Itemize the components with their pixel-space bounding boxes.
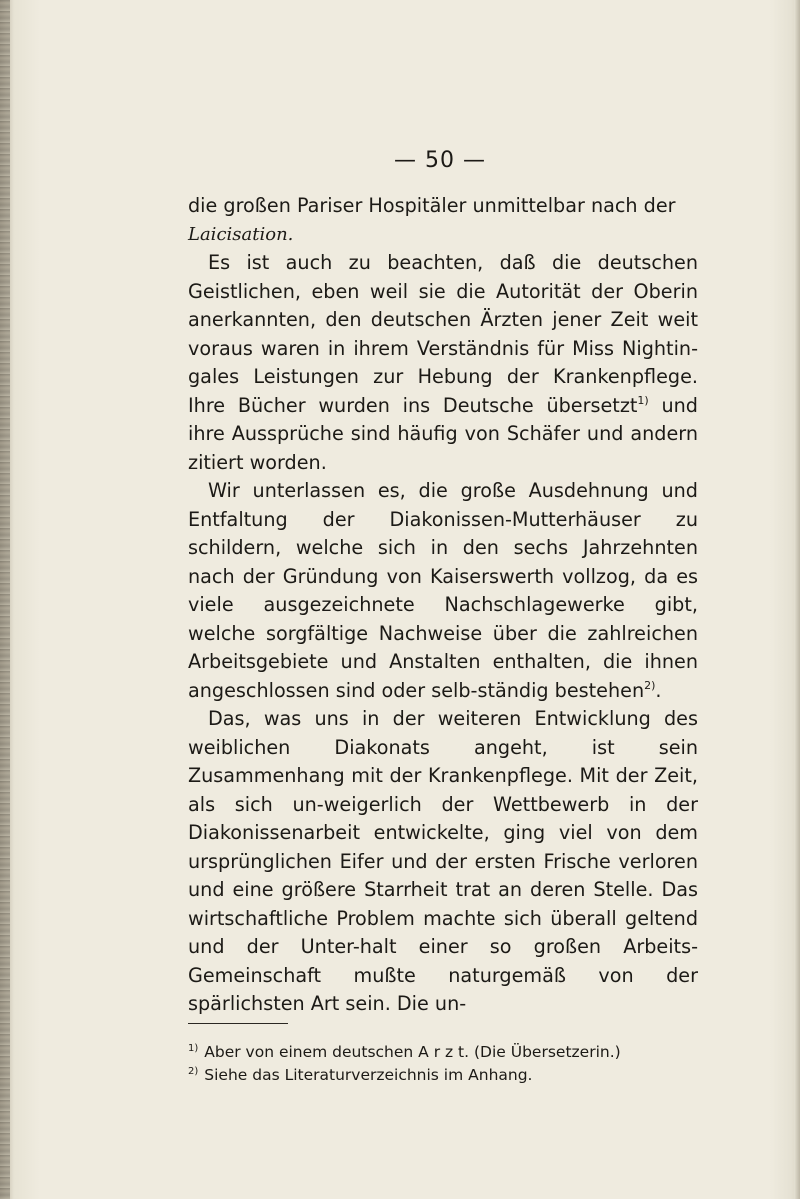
paragraph-3-text-cont: . [655,678,662,702]
paragraph-2-text: Es ist auch zu beachten, daß die deutschen Geistlichen, eben weil sie die Autorität der Oberin anerkannten, den deutschen Ärzten jener Zeit weit voraus waren in ihrem Verständnis für Miss Nightin-gales Leistungen zur Hebung der Krankenpflege. Ihre Bücher wurden ins Deutsche übersetzt [188,251,698,417]
paragraph-4-text: Das, was uns in der weiteren Entwicklung des weiblichen Diakonats angeht, ist sein Zusammenhang mit der Krankenpflege. Mit der Zeit, als sich un-weigerlich der Wettbewerb in der Diakonissenarbeit entwickelte, ging viel von dem ursprünglichen Eifer und der ersten Frische verloren und eine größere Starrheit trat an deren Stelle. Das wirtschaftliche Problem machte sich überall geltend und der Unter-halt einer so großen Arbeits-Gemeinschaft mußte naturgemäß von der spärlichsten Art sein. Die un- [188,707,698,1015]
footnote-ref-2[interactable]: 2) [644,678,656,692]
paragraph-2 [188,249,698,477]
page-edge [794,0,800,1199]
paragraph-3-text: Wir unterlassen es, die große Ausdehnung und Entfaltung der Diakonissen-Mutterhäuser zu schildern, welche sich in den sechs Jahrzehnten nach der Gründung von Kaiserswerth vollzog, da es viele ausgezeichnete Nachschlagewerke gibt, welche sorgfältige Nachweise über die zahlreichen Arbeitsgebiete und Anstalten enthalten, die ihnen angeschlossen sind oder selb-ständig bestehen [188,479,698,702]
body-text [188,192,698,1019]
page-number: — 50 — [394,148,486,173]
footnote-ref-1[interactable]: 1) [637,393,649,407]
paragraph-1-text: die großen Pariser Hospitäler unmittelbar nach der [188,194,676,217]
footnote-1-mark: 1) [188,1043,199,1054]
paragraph-1 [188,192,698,249]
footnote-2-mark: 2) [188,1066,199,1077]
footnote-1 [188,1041,688,1064]
footnote-2 [188,1064,688,1087]
paragraph-3 [188,477,698,705]
book-spine-shadow [0,0,10,1199]
paragraph-1-italic-term: Laicisation. [188,223,294,245]
footnote-divider [188,1023,288,1024]
footnote-2-text: Siehe das Literaturverzeichnis im Anhang. [204,1066,533,1084]
paragraph-4 [188,705,698,1019]
footnotes [188,1041,688,1087]
footnote-1-text: Aber von einem deutschen A r z t. (Die Übersetzerin.) [204,1043,621,1061]
paragraph-2-text-cont: und ihre Aussprüche sind häufig von Schäfer und andern zitiert worden. [188,393,698,474]
